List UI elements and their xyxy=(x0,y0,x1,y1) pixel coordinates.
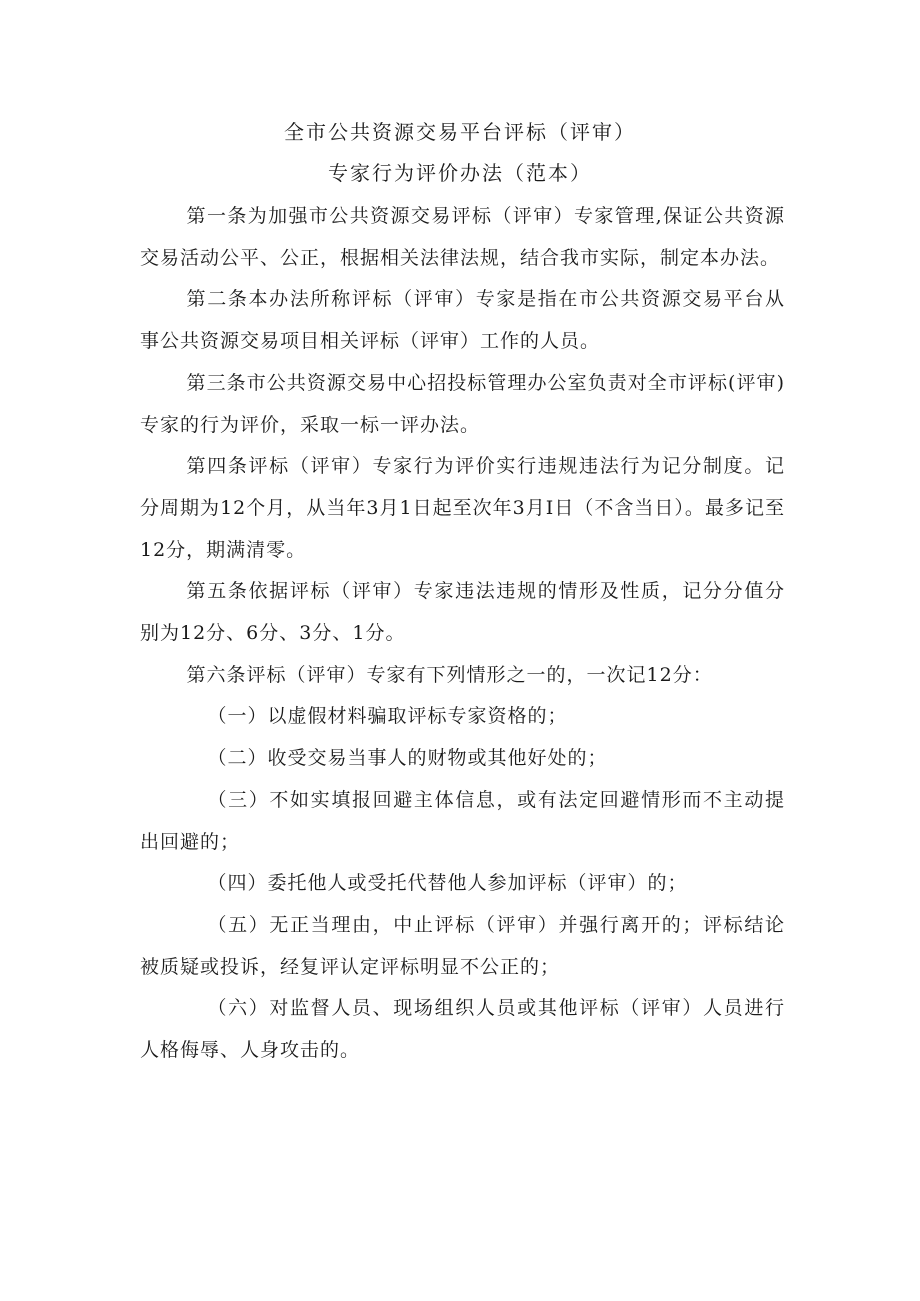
document-title-line-2: 专家行为评价办法（范本） xyxy=(328,161,592,185)
article-2: 第二条本办法所称评标（评审）专家是指在市公共资源交易平台从事公共资源交易项目相关评标（评审）工作的人员。 xyxy=(140,288,785,353)
article-3: 第三条市公共资源交易中心招投标管理办公室负责对全市评标(评审)专家的行为评价，采取一标一评办法。 xyxy=(140,371,785,436)
list-item-4: （四）委托他人或受托代替他人参加评标（评审）的； xyxy=(207,872,688,895)
list-item-6: （六）对监督人员、现场组织人员或其他评标（评审）人员进行人格侮辱、人身攻击的。 xyxy=(140,997,785,1062)
list-item-2: （二）收受交易当事人的财物或其他好处的； xyxy=(207,747,608,770)
document-body xyxy=(140,196,785,1072)
list-item-1: （一）以虚假材料骗取评标专家资格的； xyxy=(207,705,568,728)
list-item-3: （三）不如实填报回避主体信息，或有法定回避情形而不主动提出回避的； xyxy=(140,788,785,853)
article-1: 第一条为加强市公共资源交易评标（评审）专家管理,保证公共资源交易活动公平、公正，根据相关法律法规，结合我市实际，制定本办法。 xyxy=(140,205,785,269)
document-title-line-1: 全市公共资源交易平台评标（评审） xyxy=(284,120,636,144)
article-4: 第四条评标（评审）专家行为评价实行违规违法行为记分制度。记分周期为12个月，从当年3月1日起至次年3月I日（不含当日）。最多记至12分，期满清零。 xyxy=(140,455,785,561)
article-6: 第六条评标（评审）专家有下列情形之一的，一次记12分： xyxy=(186,663,713,686)
article-5: 第五条依据评标（评审）专家违法违规的情形及性质，记分分值分别为12分、6分、3分、1分。 xyxy=(140,580,785,645)
list-item-5: （五）无正当理由，中止评标（评审）并强行离开的；评标结论被质疑或投诉，经复评认定评标明显不公正的； xyxy=(140,913,785,978)
